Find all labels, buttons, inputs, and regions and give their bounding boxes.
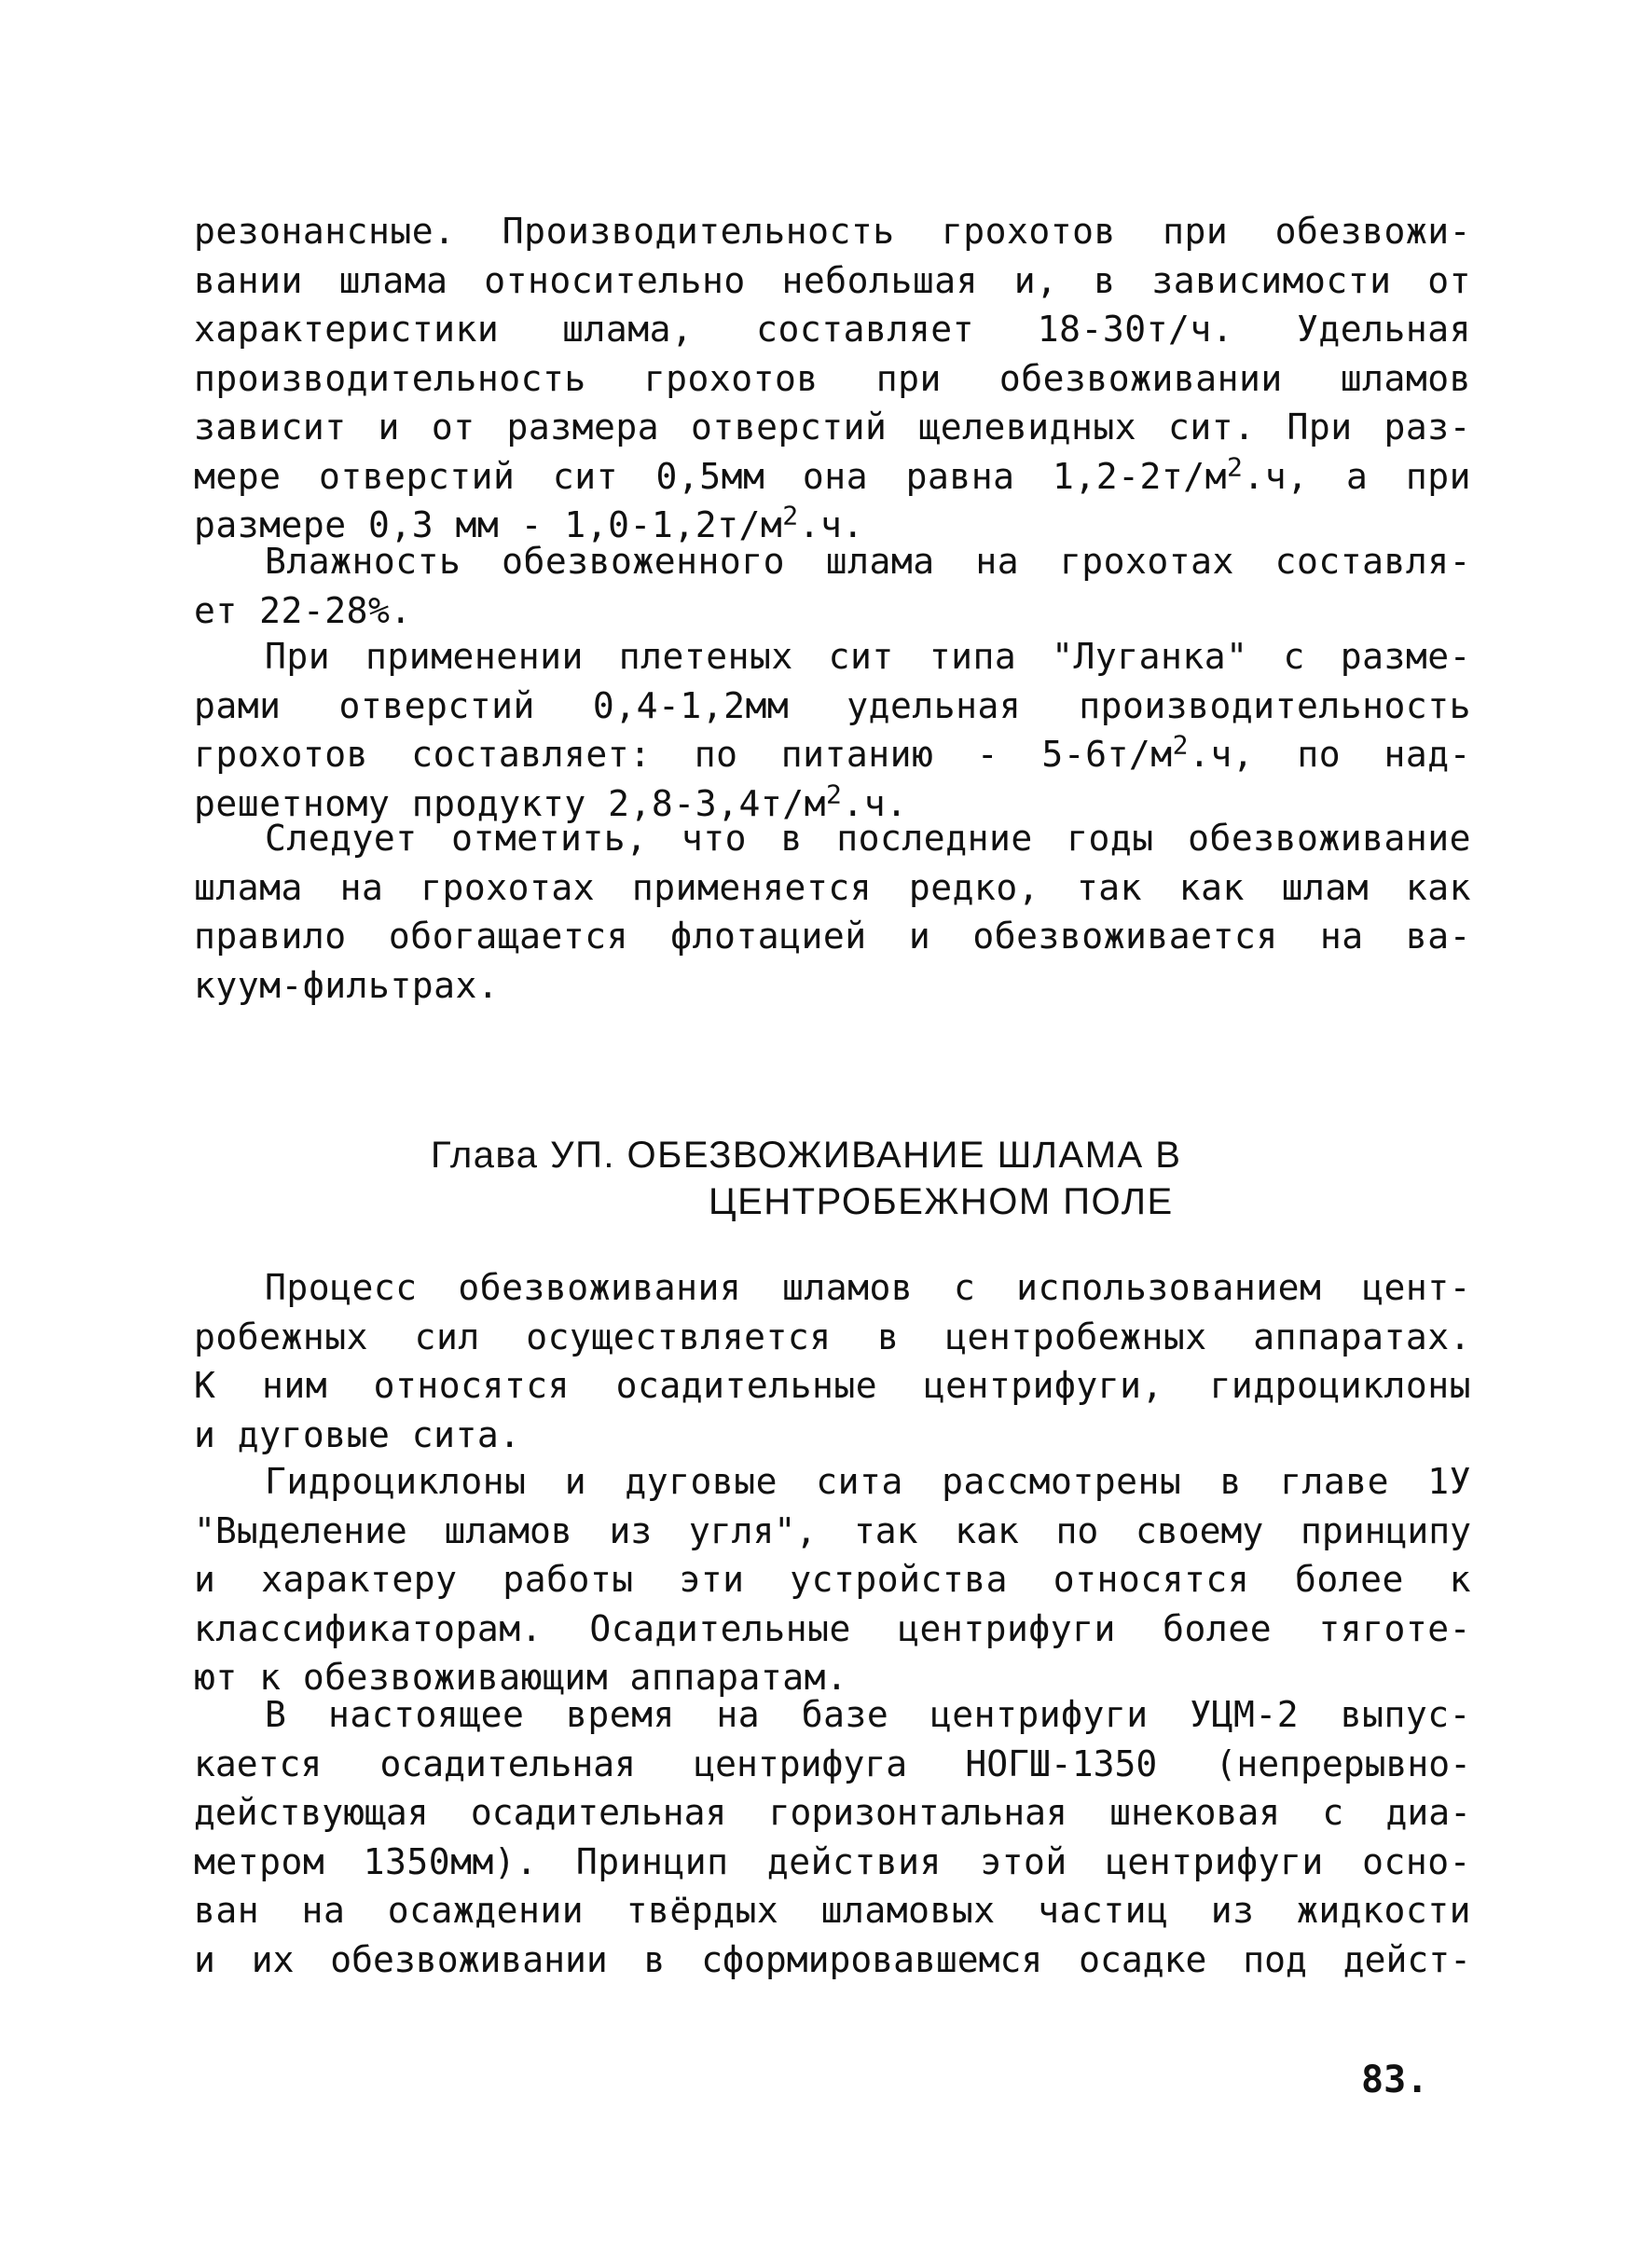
text-line: производительность грохотов при обезвоживании шламов xyxy=(194,357,1471,399)
text-line-with-superscript xyxy=(194,452,1471,502)
text-line: кается осадительная центрифуга НОГШ-1350 (непрерывно- xyxy=(194,1742,1471,1784)
text-line: метром 1350мм). Принцип действия этой центрифуги осно- xyxy=(194,1840,1471,1882)
text-line: зависит и от размера отверстий щелевидных сит. При раз- xyxy=(194,406,1471,448)
text-line: куум-фильтрах. xyxy=(194,964,500,1006)
text-line: Влажность обезвоженного шлама на грохотах составля- xyxy=(265,541,1471,582)
text-line: вании шлама относительно небольшая и, в зависимости от xyxy=(194,259,1471,301)
text-line: резонансные. Производительность грохотов при обезвожи- xyxy=(194,211,1471,252)
text-line: В настоящее время на базе центрифуги УЦМ-2 выпус- xyxy=(265,1694,1471,1735)
superscript: 2 xyxy=(1226,450,1244,482)
text-line: При применении плетеных сит типа "Луганка" с разме- xyxy=(265,636,1471,677)
text-line: и их обезвоживании в сформировавшемся осадке под дейст- xyxy=(194,1938,1471,1980)
text-fragment: .ч. xyxy=(798,504,864,545)
text-fragment: размере 0,3 мм - 1,0-1,2т/м xyxy=(194,504,783,545)
page-number: 83. xyxy=(1361,2059,1429,2101)
paragraph-screens-productivity xyxy=(194,207,1471,550)
text-line: Гидроциклоны и дуговые сита рассмотрены в главе 1У xyxy=(265,1461,1471,1502)
text-line: действующая осадительная горизонтальная шнековая с диа- xyxy=(194,1792,1471,1833)
paragraph-moisture xyxy=(194,537,1471,635)
text-line: классификаторам. Осадительные центрифуги более тяготе- xyxy=(194,1607,1471,1649)
text-line: робежных сил осуществляется в центробежных аппаратах. xyxy=(194,1315,1471,1357)
text-line: Следует отметить, что в последние годы обезвоживание xyxy=(265,818,1471,859)
text-line-with-superscript xyxy=(194,730,1471,779)
paragraph-conclusion xyxy=(194,814,1471,1010)
text-line: и характеру работы эти устройства относятся более к xyxy=(194,1559,1471,1600)
text-fragment: .ч, а при xyxy=(1243,455,1471,497)
paragraph-centrifuge-nogsh xyxy=(194,1690,1471,1984)
paragraph-centrifugal-process xyxy=(194,1263,1471,1459)
text-fragment: .ч. xyxy=(842,782,908,824)
chapter-title-line-1: Глава УП. ОБЕЗВОЖИВАНИЕ ШЛАМА В xyxy=(431,1135,1182,1176)
text-line: К ним относятся осадительные центрифуги, гидроциклоны xyxy=(194,1365,1471,1406)
text-fragment: .ч, по над- xyxy=(1189,734,1471,775)
text-line: рами отверстий 0,4-1,2мм удельная производительность xyxy=(194,684,1471,726)
text-line: характеристики шлама, составляет 18-30т/ч. Удельная xyxy=(194,309,1471,350)
text-fragment: грохотов составляет: по питанию - 5-6т/м xyxy=(194,734,1173,775)
text-line: Процесс обезвоживания шламов с использованием цент- xyxy=(265,1267,1471,1308)
superscript: 2 xyxy=(1172,729,1190,761)
chapter-title-line-2: ЦЕНТРОБЕЖНОМ ПОЛЕ xyxy=(709,1181,1174,1222)
text-fragment: мере отверстий сит 0,5мм она равна 1,2-2т/м xyxy=(194,455,1227,497)
superscript: 2 xyxy=(825,778,843,809)
text-line: и дуговые сита. xyxy=(194,1413,521,1455)
text-line: ет 22-28%. xyxy=(194,589,412,631)
text-line: ют к обезвоживающим аппаратам. xyxy=(194,1657,848,1698)
paragraph-lugansk-sieves xyxy=(194,632,1471,828)
text-fragment: решетному продукту 2,8-3,4т/м xyxy=(194,782,826,824)
text-line: шлама на грохотах применяется редко, так как шлам как xyxy=(194,866,1471,908)
text-line: правило обогащается флотацией и обезвоживается на ва- xyxy=(194,916,1471,957)
superscript: 2 xyxy=(782,500,799,531)
paragraph-hydrocyclones xyxy=(194,1457,1471,1702)
text-line: "Выделение шламов из угля", так как по своему принципу xyxy=(194,1509,1471,1551)
text-line: ван на осаждении твёрдых шламовых частиц из жидкости xyxy=(194,1890,1471,1931)
